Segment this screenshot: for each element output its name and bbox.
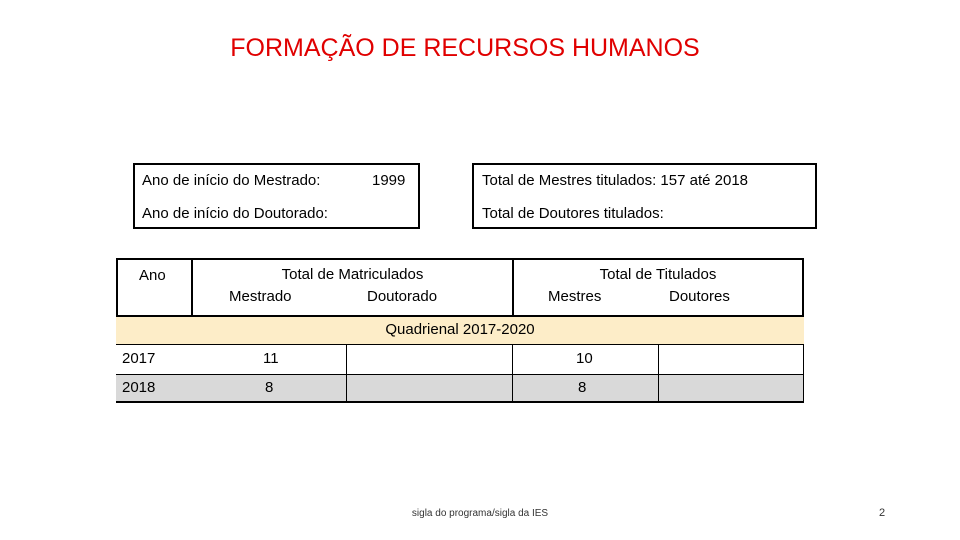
row-mestres: 10 <box>576 350 593 367</box>
row-mestrado: 8 <box>265 379 274 396</box>
header-doutores: Doutores <box>669 288 730 305</box>
program-start-box <box>133 163 420 229</box>
header-mestres: Mestres <box>548 288 602 305</box>
header-matriculados: Total de Matriculados <box>281 266 424 283</box>
mestres-total-label: Total de Mestres titulados: 157 até 2018 <box>482 172 749 189</box>
header-matriculados-cell <box>191 258 514 317</box>
header-ano-cell <box>116 258 191 317</box>
divider <box>803 345 804 374</box>
divider <box>512 374 513 401</box>
row-doutores-cell <box>658 345 804 374</box>
mestrado-start-label: Ano de início do Mestrado: <box>142 172 321 189</box>
row-mestres-cell <box>512 345 658 374</box>
row-mestrado-cell <box>191 345 346 374</box>
row-mestres-cell <box>512 374 658 403</box>
row-doutorado-cell <box>346 374 512 403</box>
row-mestrado-cell <box>191 374 346 403</box>
header-titulados-cell <box>512 258 804 317</box>
table-row <box>116 345 804 374</box>
header-mestrado: Mestrado <box>229 288 292 305</box>
period-label: Quadrienal 2017-2020 <box>385 321 535 338</box>
doutorado-start-label: Ano de início do Doutorado: <box>142 205 328 222</box>
divider <box>658 345 659 374</box>
period-band <box>116 316 804 345</box>
page-title: FORMAÇÃO DE RECURSOS HUMANOS <box>230 34 700 62</box>
header-doutorado: Doutorado <box>367 288 438 305</box>
row-ano: 2017 <box>122 350 156 367</box>
table-row <box>116 374 804 403</box>
mestrado-start-value: 1999 <box>372 172 406 189</box>
divider <box>512 345 513 374</box>
page-number: 2 <box>878 507 886 519</box>
divider <box>346 374 347 401</box>
header-titulados: Total de Titulados <box>599 266 717 283</box>
row-ano-cell <box>116 345 191 374</box>
row-ano-cell <box>116 374 191 403</box>
graduates-total-box <box>472 163 817 229</box>
row-doutorado-cell <box>346 345 512 374</box>
row-doutores-cell <box>658 374 804 403</box>
divider <box>803 374 804 401</box>
doutores-total-label: Total de Doutores titulados: <box>482 205 664 222</box>
row-mestres: 8 <box>578 379 587 396</box>
footer-text: sigla do programa/sigla da IES <box>411 508 549 519</box>
divider <box>346 345 347 374</box>
header-ano: Ano <box>139 267 166 284</box>
divider <box>658 374 659 401</box>
row-mestrado: 11 <box>263 350 279 367</box>
row-ano: 2018 <box>122 379 156 396</box>
